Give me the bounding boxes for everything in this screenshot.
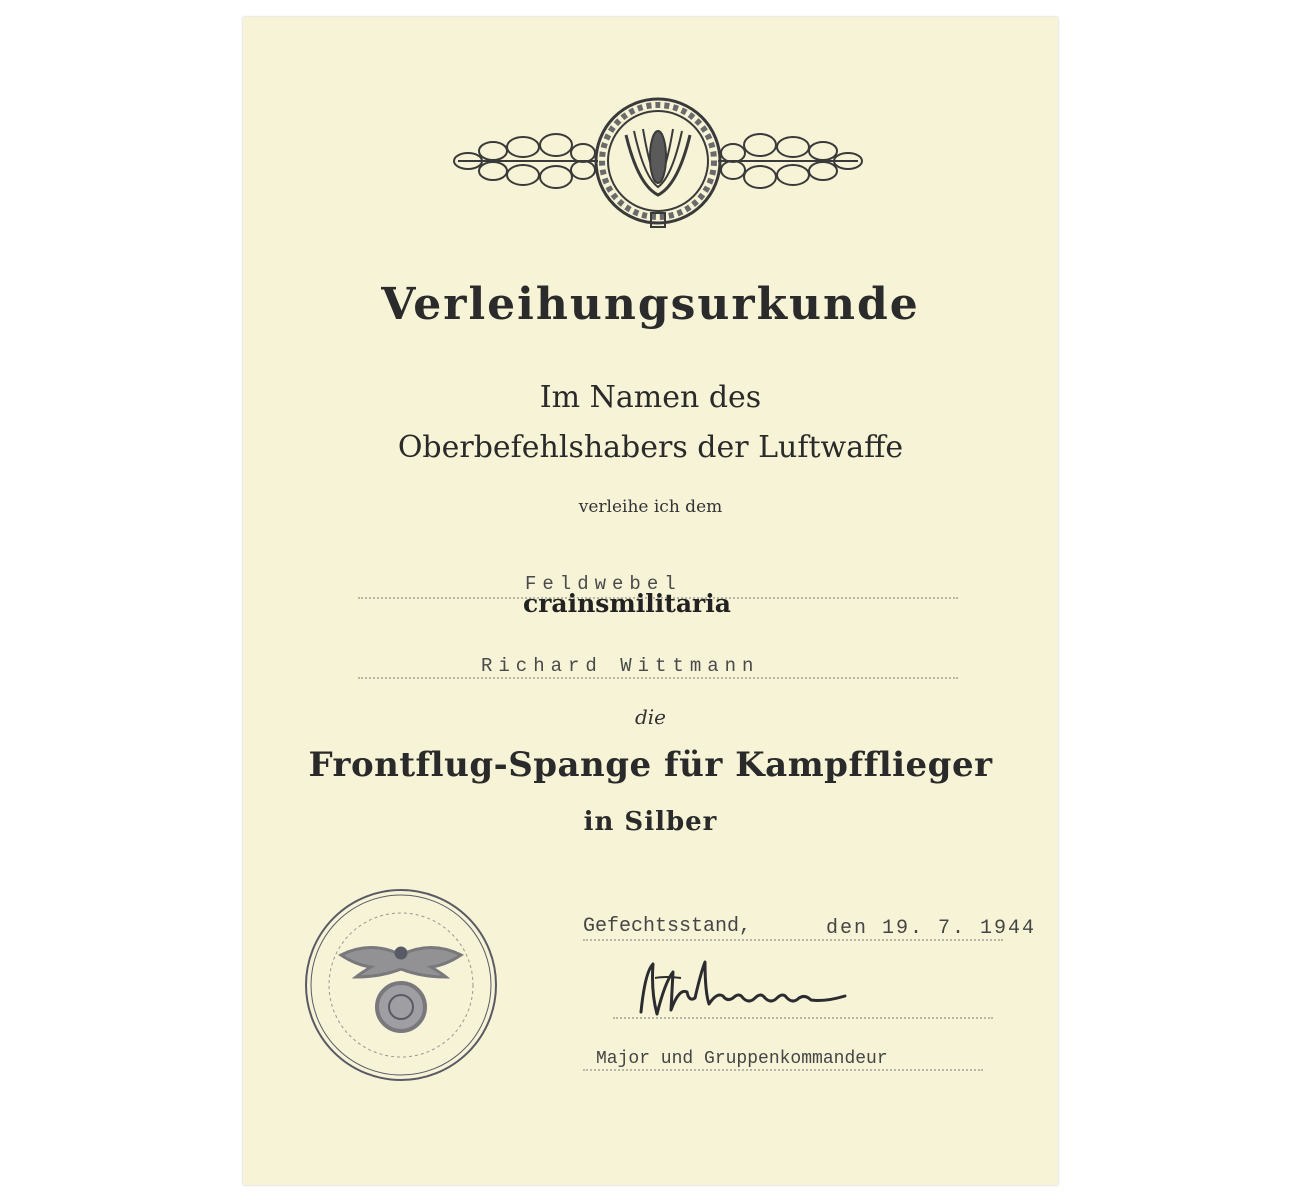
issue-date: den 19. 7. 1944 — [826, 917, 1037, 940]
date-dotted-line — [583, 939, 1003, 941]
right-oak-leaves — [718, 134, 862, 188]
signature-dotted-line — [613, 1017, 993, 1019]
certificate-page — [243, 17, 1058, 1185]
signer-title: Major und Gruppenkommandeur — [596, 1049, 888, 1069]
intro-line-1: Im Namen des — [539, 380, 762, 415]
article-text: die — [634, 705, 667, 729]
intro-line-3: verleihe ich dem — [578, 497, 723, 517]
title-dotted-line — [583, 1069, 983, 1071]
recipient-rank: Feldwebel — [525, 573, 682, 595]
recipient-name: Richard Wittmann — [481, 655, 760, 677]
bomber-clasp-emblem-icon — [448, 95, 868, 235]
issue-place: Gefechtsstand, — [583, 915, 752, 938]
name-dotted-line — [358, 677, 958, 679]
award-grade: in Silber — [583, 807, 718, 837]
left-oak-leaves — [454, 134, 598, 188]
watermark-text: crainsmilitaria — [523, 589, 731, 618]
award-name: Frontflug-Spange für Kampfflieger — [308, 745, 993, 785]
certificate-heading: Verleihungsurkunde — [381, 279, 920, 330]
intro-line-2: Oberbefehlshabers der Luftwaffe — [397, 430, 904, 465]
handwritten-signature — [635, 952, 875, 1032]
unit-eagle-stamp-icon — [301, 885, 501, 1085]
